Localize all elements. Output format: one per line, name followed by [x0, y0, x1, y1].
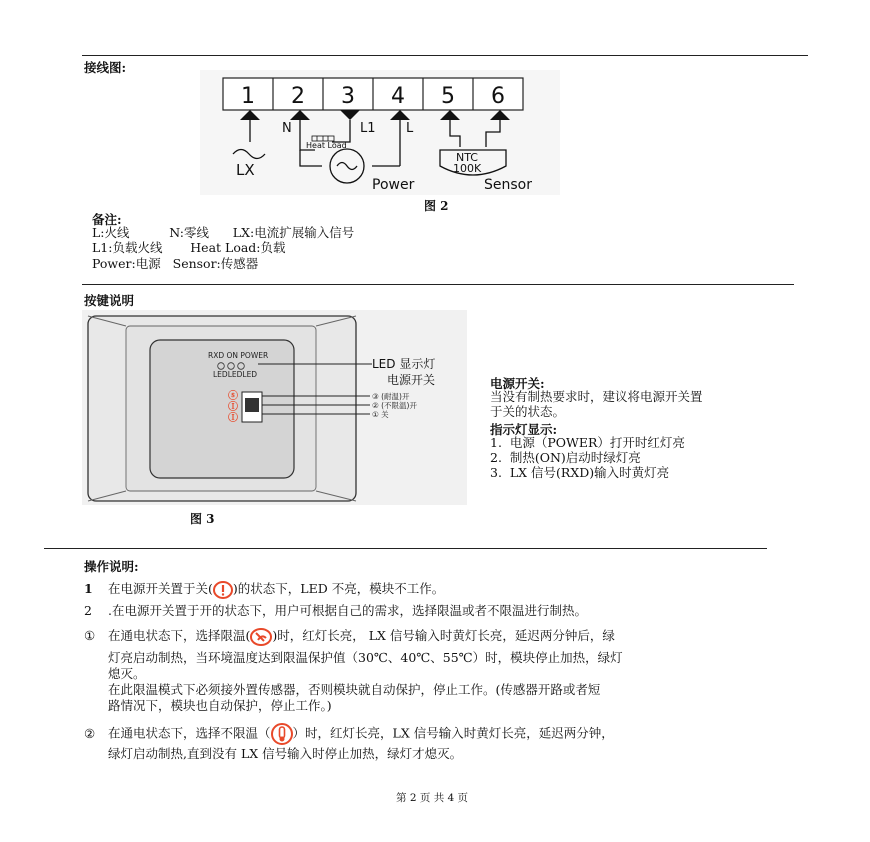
wiring-heading: 接线图: [84, 60, 127, 75]
notes-line-1: L:火线 N:零线 LX:电流扩展输入信号 [92, 225, 355, 240]
op-item-2-num: 2 [84, 603, 92, 618]
power-switch[interactable] [242, 392, 262, 422]
op-item-2: 2 .在电源开关置于开的状态下，用户可根据自己的需求，选择限温或者不限温进行制热。 [84, 601, 587, 621]
label-sensor: Sensor [484, 177, 532, 193]
device-panel-figure [82, 310, 467, 505]
label-l1: L1 [360, 121, 376, 136]
op-item-3-line-4: 在此限温模式下必须接外置传感器，否则模块就自动保护，停止工作。(传感器开路或者短 [108, 682, 601, 697]
op-item-1-num: 1 [84, 581, 93, 596]
op-item-4: ② 在通电状态下，选择不限温（ ）时，红灯长亮，LX 信号输入时黄灯长亮，延迟两分钟， [84, 723, 614, 745]
label-heat-load: Heat Load [306, 141, 347, 150]
switch-callout: 电源开关 [387, 373, 436, 387]
op-item-1: 1 在电源开关置于关( )的状态下，LED 不亮，模块不工作。 [84, 579, 444, 599]
terminal-3: 3 [341, 84, 355, 109]
power-off-icon [213, 581, 233, 599]
power-switch-text-2: 于关的状态。 [490, 404, 566, 419]
notes-line-3: Power:电源 Sensor:传感器 [92, 256, 259, 271]
label-ntc-value: 100K [453, 162, 482, 175]
label-lx: LX [236, 161, 255, 179]
op-item-3-line-3: 熄灭。 [108, 666, 146, 681]
figure-2-caption: 图 2 [424, 199, 449, 213]
label-power: Power [372, 177, 415, 193]
terminal-1: 1 [241, 84, 255, 109]
terminal-6: 6 [491, 84, 505, 109]
indicator-item-2: 2. 制热(ON)启动时绿灯亮 [490, 450, 641, 465]
led-labels-top: RXD ON POWER [208, 351, 269, 360]
label-ntc: NTC [456, 151, 478, 164]
op-item-3-line-2: 灯亮启动制热，当环境温度达到限温保护值（30℃、40℃、55℃）时，模块停止加热，绿灯 [108, 650, 623, 665]
keys-heading: 按键说明 [84, 293, 135, 308]
opt-1-label: ① 关 [372, 410, 389, 419]
op-item-4-num: ② [84, 725, 96, 741]
notes-line-2: L1:负载火线 Heat Load:负载 [92, 240, 286, 255]
terminal-5: 5 [441, 84, 455, 109]
indicator-item-1: 1. 电源（POWER）打开时红灯亮 [490, 435, 685, 450]
operation-heading: 操作说明: [84, 559, 139, 574]
wiring-diagram [200, 70, 560, 195]
label-l: L [406, 121, 414, 136]
op-item-3-line-5: 路情况下，模块也自动保护，停止工作。) [108, 698, 332, 713]
unlimited-temp-icon [271, 723, 293, 745]
power-switch-text-1: 当没有制热要求时，建议将电源开关置 [490, 389, 703, 404]
notes-heading: 备注: [92, 212, 122, 227]
opt-2-label: ② (不限温)开 [372, 401, 417, 410]
terminal-2: 2 [291, 84, 305, 109]
opt-3-label: ③ (耐温)开 [372, 392, 410, 401]
section-rule-2 [44, 548, 767, 549]
led-labels-bottom: LEDLEDLED [213, 370, 258, 379]
page-footer: 第 2 页 共 4 页 [396, 792, 469, 804]
off-icon: Ⓘ [228, 413, 238, 424]
figure-3-caption: 图 3 [190, 512, 215, 526]
top-rule [82, 55, 808, 56]
power-switch-title: 电源开关: [490, 376, 545, 391]
terminal-4: 4 [391, 84, 405, 109]
indicator-item-3: 3. LX 信号(RXD)输入时黄灯亮 [490, 465, 670, 480]
limited-temp-icon [250, 628, 272, 646]
label-n: N [282, 121, 292, 136]
op-item-3: ① 在通电状态下，选择限温( )时，红灯长亮， LX 信号输入时黄灯长亮，延迟两分钟后，绿 [84, 626, 615, 646]
op-item-4-line-2: 绿灯启动制热,直到没有 LX 信号输入时停止加热，绿灯才熄灭。 [108, 746, 463, 761]
indicator-title: 指示灯显示: [490, 422, 558, 437]
section-rule [82, 284, 794, 285]
op-item-3-num: ① [84, 628, 96, 643]
led-callout: LED 显示灯 [372, 357, 436, 371]
unlimited-mode-icon: Ⓘ [228, 402, 238, 413]
limited-mode-icon: ⓢ [228, 391, 238, 402]
